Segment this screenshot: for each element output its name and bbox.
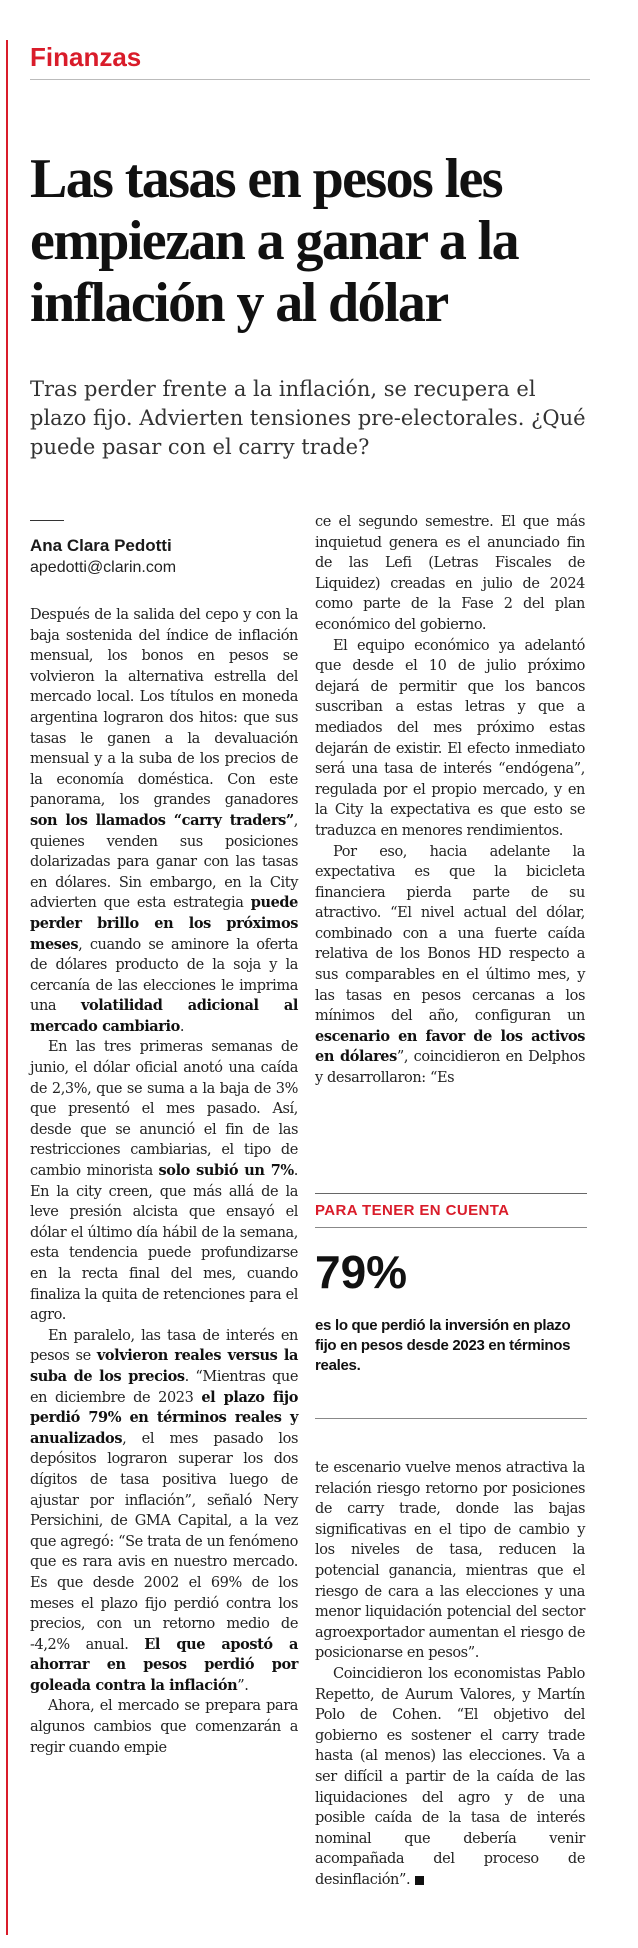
byline-divider [30,520,64,521]
body-paragraph: En paralelo, las tasa de interés en pesos se volvieron reales versus la suba de los precios. “Mientras que en diciembre de 2023 el plazo fijo perdió 79% en términos reales y anualizados, el mes pasado los depósitos lograron superar los dos dígitos de tasa positiva luego de ajustar por inflación”, señaló Nery Persichini, de GMA Capital, a la vez que agregó: “Se trata de un fenómeno que es rara avis en nuestro mercado. Es que desde 2002 el 69% de los meses el plazo fijo perdió contra los precios, con un retorno medio de -4,2% anual. El que apostó a ahorrar en pesos perdió por goleada contra la inflación”. [30,1327,298,1694]
left-margin-rule [6,40,8,1935]
fact-box-bottom-rule [315,1418,587,1419]
author-name: Ana Clara Pedotti [30,536,172,555]
body-paragraph: El equipo económico ya adelantó que desde el 10 de julio próximo dejará de permitir que los bancos suscriban a estas letras y que a mediados del mes próximo estas dejarán de existir. El efecto inmediato será una tasa de interés “endógena”, regulada por el propio mercado, y en la City la expectativa es que esto se traduzca en menores rendimientos. [315,637,585,839]
body-paragraph: Ahora, el mercado se prepara para algunos cambios que comenzarán a regir cuando empie [30,1698,298,1756]
byline [30,535,290,579]
body-paragraph: Después de la salida del cepo y con la baja sostenida del índice de inflación mensual, los bonos en pesos se volvieron la alternativa estrella del mercado local. Los títulos en moneda argentina lograron dos hitos: que sus tasas le ganen a la devaluación mensual y a la suba de los precios de la economía doméstica. Con este panorama, los grandes ganadores son los llamados “carry traders”, quienes venden sus posiciones dolarizadas para ganar con las tasas en dólares. Sin embargo, en la City advierten que esta estrategia puede perder brillo en los próximos meses, cuando se aminore la oferta de dólares producto de la soja y la cercanía de las elecciones le imprima una volatilidad adicional al mercado cambiario. [30,607,298,1035]
body-paragraph: Por eso, hacia adelante la expectativa es que la bicicleta financiera pierda parte de su atractivo. “El nivel actual del dólar, combinado con a una fuerte caída relativa de los Bonos HD respecto a sus comparables en el último mes, y las tasas en pesos cercanas a los mínimos del año, configuran un escenario en favor de los activos en dólares”, coincidieron en Delphos y desarrollaron: “Es [315,843,586,1087]
body-paragraph: te escenario vuelve menos atractiva la relación riesgo retorno por posiciones de carry trade, donde las bajas significativas en el tipo de cambio y los niveles de tasa, reducen la potencial ganancia, mientras que el riesgo de cara a las elecciones y una menor liquidación potencial del sector agroexportador aumentan el riesgo de posicionarse en pesos”. [315,1460,585,1662]
section-header [30,42,590,80]
fact-box [315,1193,587,1419]
fact-box-text: es lo que perdió la inversión en plazo fijo en pesos desde 2023 en términos reales. [315,1317,571,1374]
end-of-article-mark [415,1876,424,1885]
body-column-3 [315,1458,585,1890]
body-paragraph: En las tres primeras semanas de junio, el dólar oficial anotó una caída de 2,3%, que se suma a la baja de 3% que presentó el mes pasado. Así, desde que se anunció el fin de las restricciones cambiarias, el tipo de cambio minorista solo subió un 7%. En la city creen, que más allá de la leve presión alcista que ensayó el dólar el último día hábil de la semana, esta tendencia puede profundizarse en la recta final del mes, cuando finaliza la quita de retenciones para el agro. [30,1039,298,1324]
body-column-2 [315,512,585,1089]
fact-box-figure: 79% [315,1246,408,1298]
article-headline: Las tasas en pesos les empiezan a ganar a la inflación y al dólar [30,148,519,334]
body-paragraph: Coincidieron los economistas Pablo Repetto, de Aurum Valores, y Martín Polo de Cohen. “El objetivo del gobierno es sostener el carry trade hasta (al menos) las elecciones. Va a ser difícil a partir de la caída de las liquidaciones del agro y de una posible caída de la tasa de interés nominal que debería venir acompañada del proceso de desinflación”. [315,1665,585,1888]
fact-box-label: PARA TENER EN CUENTA [315,1194,587,1228]
section-label: Finanzas [30,42,590,80]
author-email[interactable]: apedotti@clarin.com [30,559,177,576]
body-column-1 [30,605,298,1758]
body-paragraph: ce el segundo semestre. El que más inquietud genera es el anunciado fin de las Lefi (Letras Fiscales de Liquidez) creadas en julio de 2024 como parte de la Fase 2 del plan económico del gobierno. [315,514,585,633]
article-subheadline: Tras perder frente a la inflación, se recupera el plazo fijo. Advierten tensiones pre-electorales. ¿Qué puede pasar con el carry trade? [30,377,586,459]
